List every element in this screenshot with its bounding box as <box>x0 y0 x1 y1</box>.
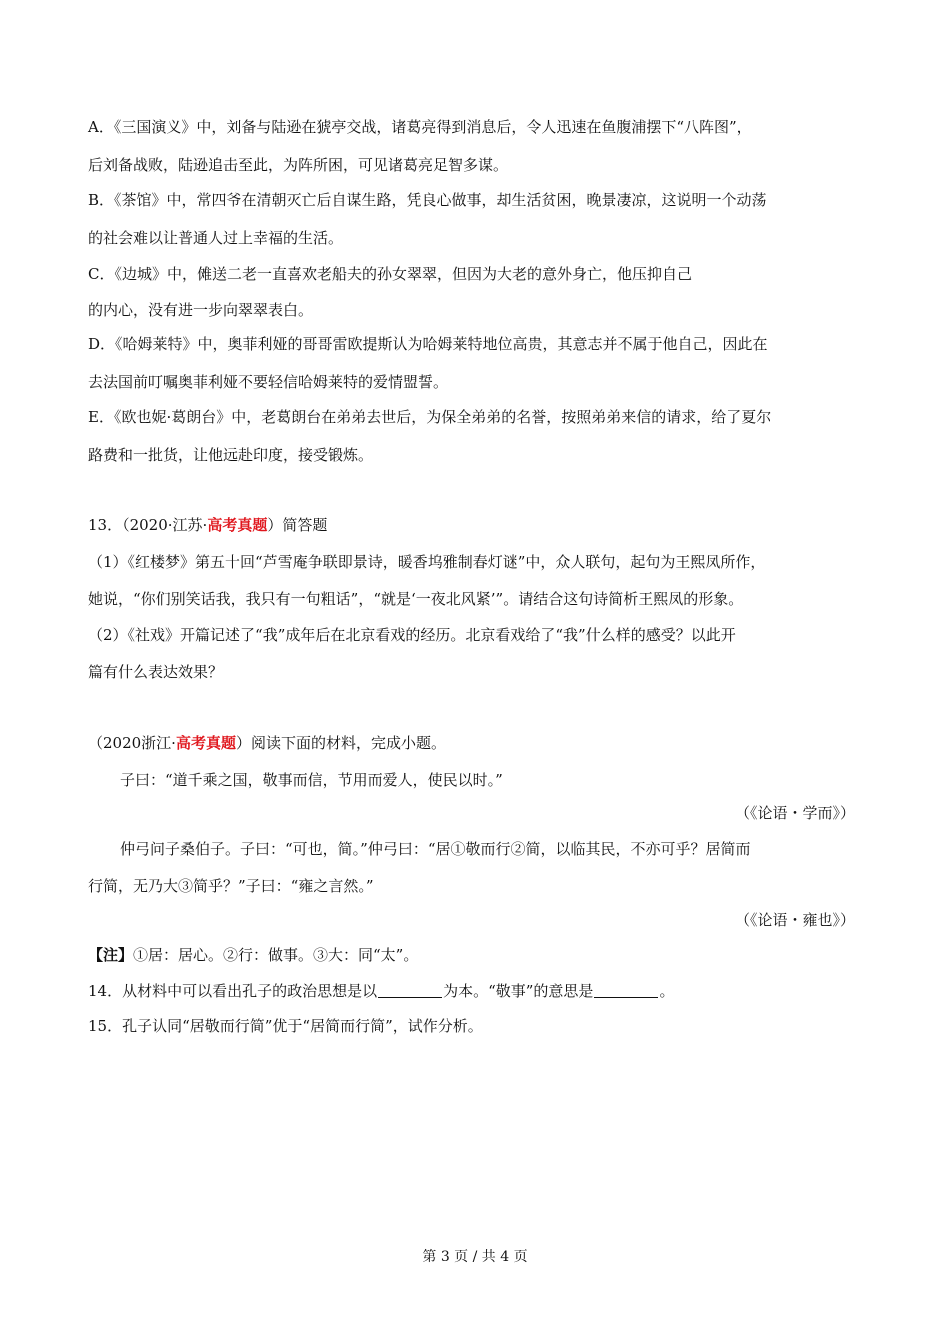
material-quote-2-line1: 仲弓问子桑伯子。子曰：“可也，简。”仲弓曰：“居①敬而行②简，以临其民，不亦可乎？居简而 <box>120 840 751 858</box>
material-source-2: （《论语・雍也》） <box>734 911 855 929</box>
option-a-line2: 后刘备战败，陆逊追击至此，为阵所困，可见诸葛亮足智多谋。 <box>88 156 509 174</box>
question-15: 15．孔子认同“居敬而行简”优于“居简而行简”，试作分析。 <box>88 1017 483 1035</box>
question-13-part2-line2: 篇有什么表达效果？ <box>88 663 224 681</box>
option-c-line2: 的内心，没有进一步向翠翠表白。 <box>88 301 314 319</box>
question-14-part2: 为本。“敬事”的意思是 <box>443 982 594 1000</box>
page-footer: 第 3 页 / 共 4 页 <box>422 1249 528 1265</box>
material-prefix: （2020浙江· <box>88 734 176 752</box>
question-14-part1: 14．从材料中可以看出孔子的政治思想是以 <box>88 982 378 1000</box>
question-13-tag: 高考真题 <box>207 516 268 534</box>
option-d-line2: 去法国前叮嘱奥菲利娅不要轻信哈姆莱特的爱情盟誓。 <box>88 373 449 391</box>
option-c-line1: C．《边城》中，傩送二老一直喜欢老船夫的孙女翠翠，但因为大老的意外身亡，他压抑自己 <box>88 265 692 283</box>
note-text: ①居：居心。②行：做事。③大：同“太”。 <box>133 946 419 964</box>
question-13-heading <box>88 515 327 535</box>
question-13-suffix: ）简答题 <box>267 516 328 534</box>
question-13-part2-line1: （2）《社戏》开篇记述了“我”成年后在北京看戏的经历。北京看戏给了“我”什么样的感受？以此开 <box>88 626 736 644</box>
question-13-part1-line2: 她说，“你们别笑话我，我只有一句粗话”，“就是‘一夜北风紧’”。请结合这句诗简析王熙凤的形象。 <box>88 590 744 608</box>
answer-blank-1[interactable] <box>378 983 442 998</box>
note-tag: 【注】 <box>88 946 134 964</box>
option-d-line1: D．《哈姆莱特》中，奥菲利娅的哥哥雷欧提斯认为哈姆莱特地位高贵，其意志并不属于他自己，因此在 <box>88 335 768 353</box>
option-a-line1: A．《三国演义》中，刘备与陆逊在猇亭交战，诸葛亮得到消息后，令人迅速在鱼腹浦摆下“八阵图”， <box>88 118 752 136</box>
material-tag: 高考真题 <box>175 734 236 752</box>
material-quote-1: 子曰：“道千乘之国，敬事而信，节用而爱人，使民以时。” <box>120 771 503 789</box>
option-e-line2: 路费和一批货，让他远赴印度，接受锻炼。 <box>88 446 374 464</box>
question-13-part1-line1: （1）《红楼梦》第五十回“芦雪庵争联即景诗，暖香坞雅制春灯谜”中，众人联句，起句为王熙凤所作， <box>88 553 766 571</box>
option-e-line1: E．《欧也妮·葛朗台》中，老葛朗台在弟弟去世后，为保全弟弟的名誉，按照弟弟来信的请求，给了夏尔 <box>88 408 772 426</box>
question-13-prefix: 13．（2020·江苏· <box>88 516 208 534</box>
material-note <box>88 945 418 965</box>
material-source-1: （《论语・学而》） <box>734 804 855 822</box>
material-quote-2-line2: 行简，无乃大③简乎？”子曰：“雍之言然。” <box>88 877 374 895</box>
option-b-line1: B．《茶馆》中，常四爷在清朝灭亡后自谋生路，凭良心做事，却生活贫困，晚景凄凉，这说明一个动荡 <box>88 191 767 209</box>
material-heading <box>88 733 446 753</box>
question-14 <box>88 981 674 1001</box>
material-suffix: ）阅读下面的材料，完成小题。 <box>235 734 446 752</box>
question-14-part3: 。 <box>659 982 675 1000</box>
option-b-line2: 的社会难以让普通人过上幸福的生活。 <box>88 229 344 247</box>
answer-blank-2[interactable] <box>594 983 658 998</box>
